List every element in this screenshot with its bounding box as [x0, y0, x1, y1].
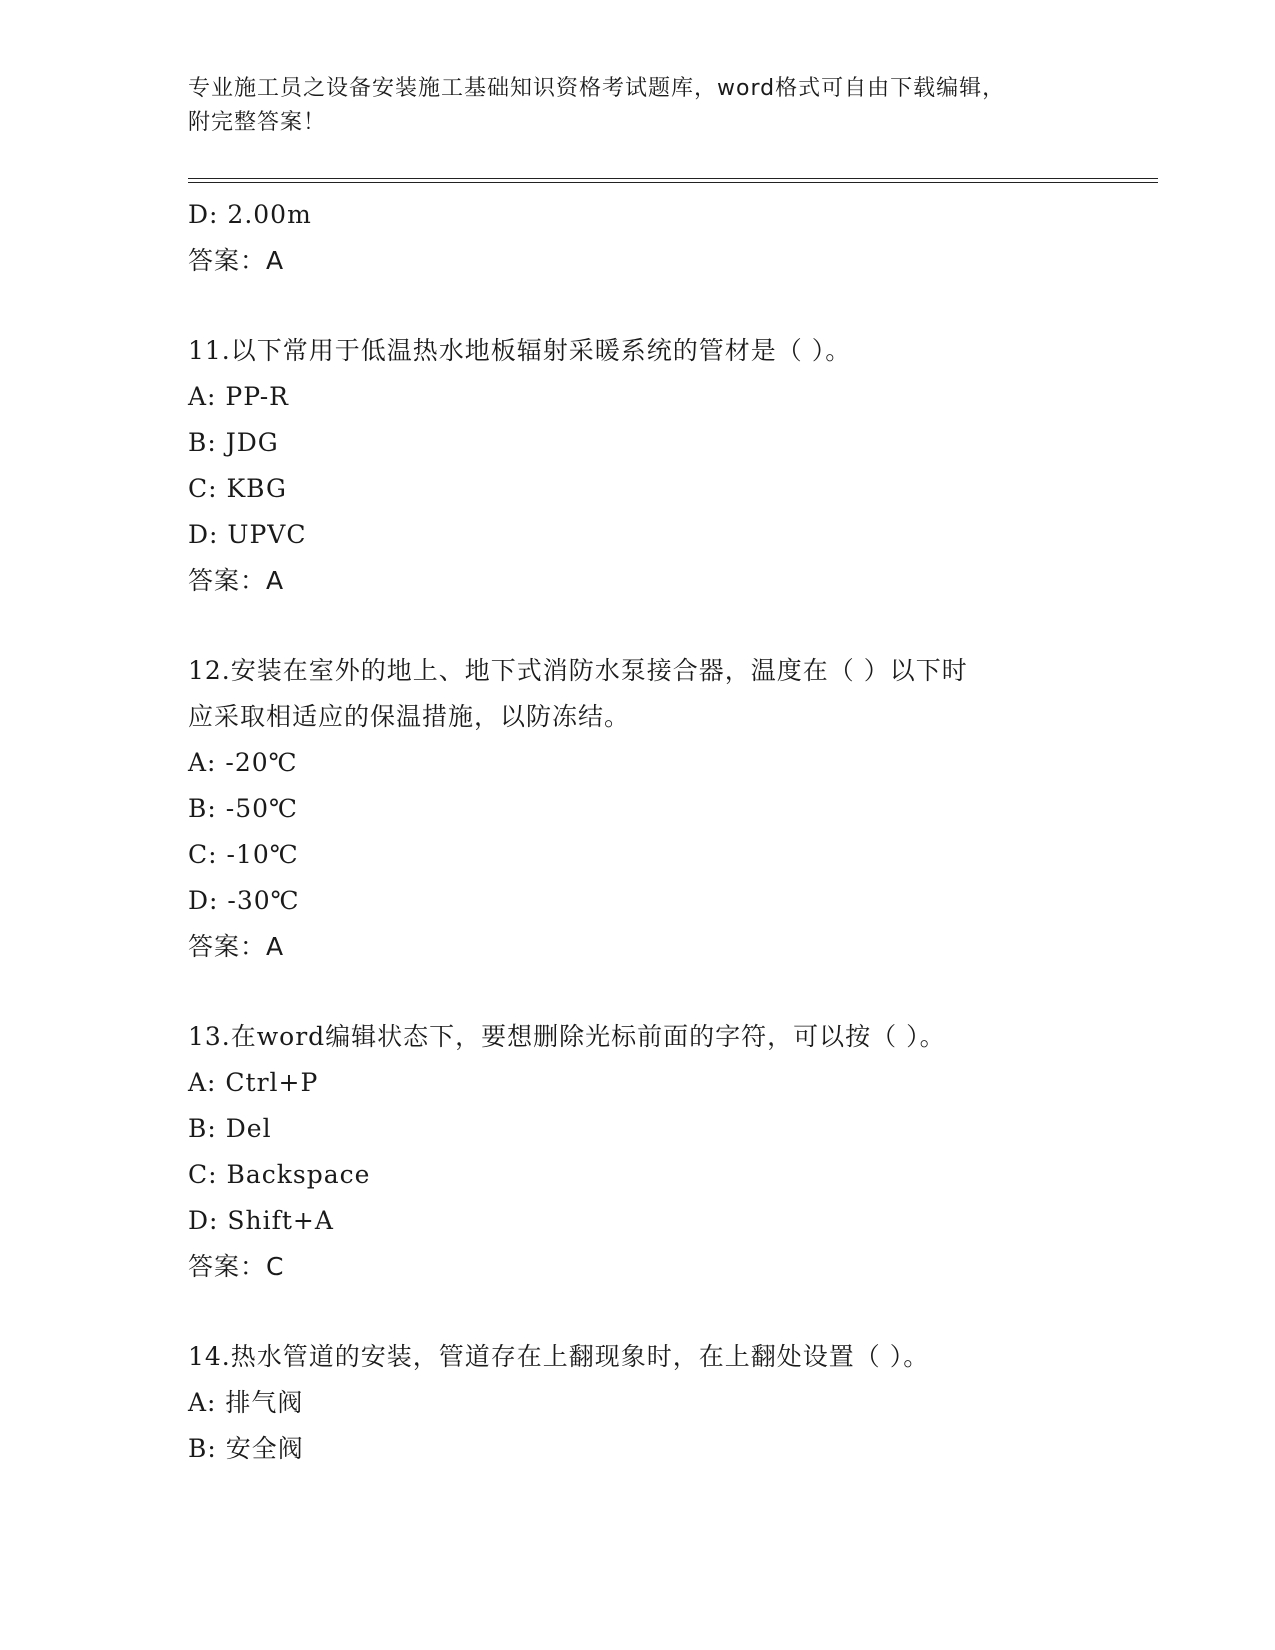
option-d: D: UPVC — [188, 520, 307, 549]
question-text-line-1: 12.安装在室外的地上、地下式消防水泵接合器，温度在（ ）以下时 — [188, 656, 968, 685]
previous-question-tail — [188, 192, 1148, 284]
question-12 — [188, 648, 1148, 970]
document-header — [188, 72, 1088, 140]
document-body — [188, 192, 1148, 1472]
question-13 — [188, 1014, 1148, 1290]
option-d: D: -30℃ — [188, 886, 300, 915]
option-c: C: KBG — [188, 474, 287, 503]
question-text: 13.在word编辑状态下，要想删除光标前面的字符，可以按（ ）。 — [188, 1022, 946, 1051]
header-title-line-2: 附完整答案！ — [188, 110, 327, 135]
answer: 答案：A — [188, 566, 285, 595]
option-a: A: -20℃ — [188, 748, 298, 777]
answer: 答案：C — [188, 1252, 285, 1281]
option-b: B: -50℃ — [188, 794, 298, 823]
header-divider — [188, 178, 1158, 183]
question-11 — [188, 328, 1148, 604]
option-d: D: Shift+A — [188, 1206, 334, 1235]
question-text: 14.热水管道的安装，管道存在上翻现象时，在上翻处设置（ ）。 — [188, 1342, 930, 1371]
answer: 答案：A — [188, 246, 285, 275]
question-text-line-2: 应采取相适应的保温措施，以防冻结。 — [188, 702, 631, 731]
option-c: C: -10℃ — [188, 840, 299, 869]
question-14 — [188, 1334, 1148, 1472]
option-a: A: 排气阀 — [188, 1388, 304, 1417]
answer: 答案：A — [188, 932, 285, 961]
option-a: A: Ctrl+P — [188, 1068, 319, 1097]
option-a: A: PP-R — [188, 382, 289, 411]
question-text: 11.以下常用于低温热水地板辐射采暖系统的管材是（ ）。 — [188, 336, 852, 365]
option-d: D: 2.00m — [188, 200, 312, 229]
header-title-line-1: 专业施工员之设备安装施工基础知识资格考试题库，word格式可自由下载编辑， — [188, 76, 1006, 101]
option-c: C: Backspace — [188, 1160, 371, 1189]
option-b: B: JDG — [188, 428, 279, 457]
option-b: B: 安全阀 — [188, 1434, 304, 1463]
option-b: B: Del — [188, 1114, 272, 1143]
